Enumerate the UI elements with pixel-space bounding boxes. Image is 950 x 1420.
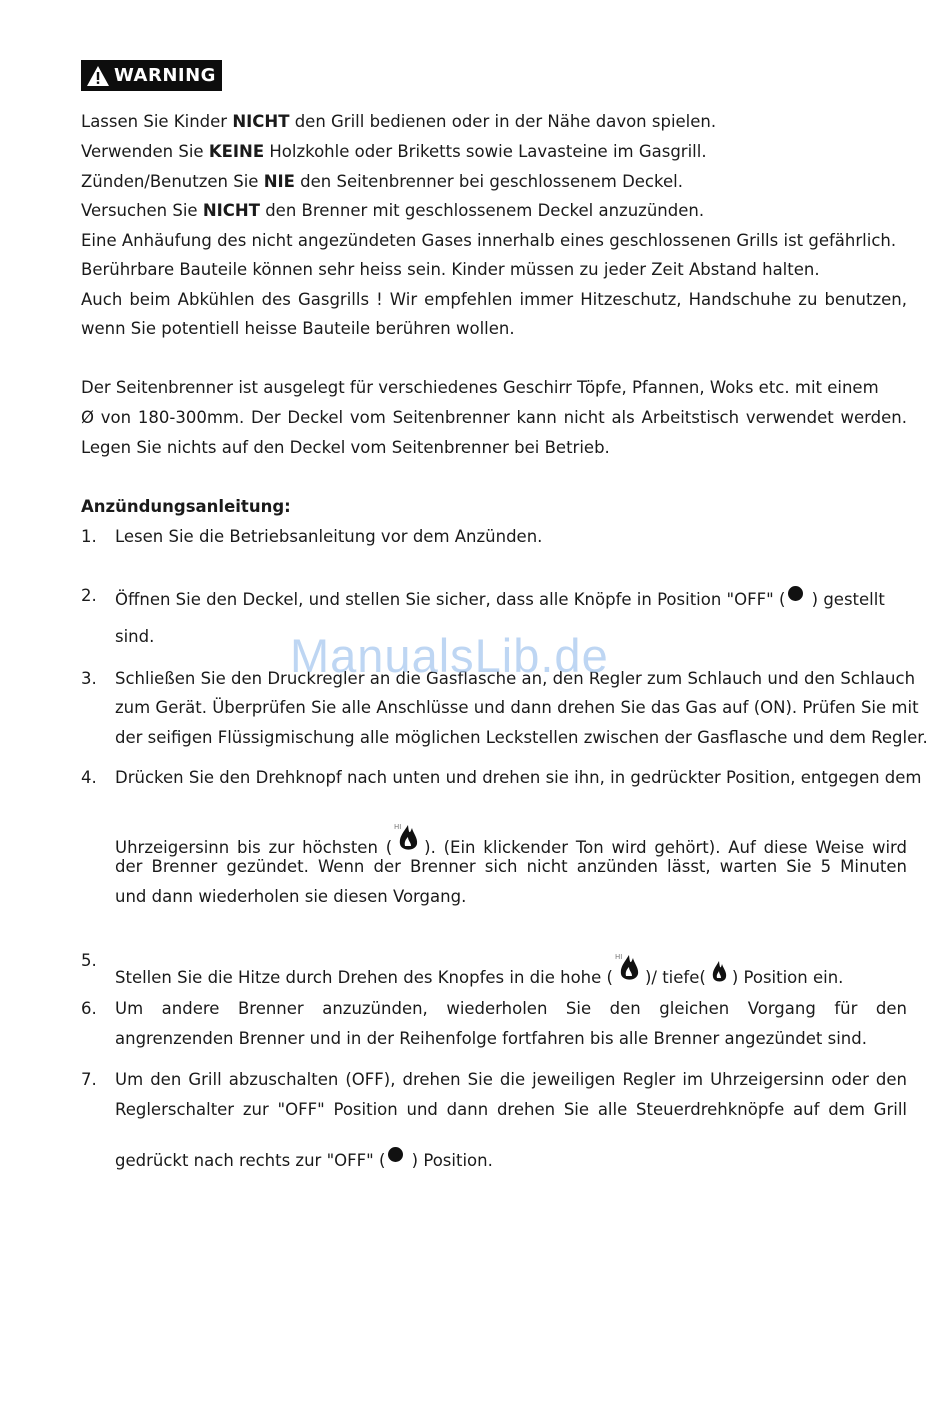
flame-low-icon [707,959,731,985]
warning-badge [81,60,222,91]
step-text-cont: sind. [115,627,155,646]
step-text: Um den Grill abzuschalten (OFF), drehen Sie die jeweiligen Regler im Uhrzeigersinn oder den [115,1070,907,1089]
off-dot-icon [388,1147,403,1162]
side-burner-line-2: Ø von 180-300mm. Der Deckel vom Seitenbrenner kann nicht als Arbeitstisch verwendet werden. [81,408,907,427]
step-text: und dann wiederholen sie diesen Vorgang. [115,887,467,906]
svg-text:HI: HI [614,953,623,961]
side-burner-line-1: Der Seitenbrenner ist ausgelegt für verschiedenes Geschirr Töpfe, Pfannen, Woks etc. mit einem [81,378,879,397]
step-text: angrenzenden Brenner und in der Reihenfolge fortfahren bis alle Brenner angezündet sind. [115,1029,867,1048]
off-dot-icon [788,586,803,601]
flame-high-icon [614,951,644,985]
step-text: Um andere Brenner anzuzünden, wiederholen Sie den gleichen Vorgang für den [115,999,907,1018]
step-text: Drücken Sie den Drehknopf nach unten und drehen sie ihn, in gedrückter Position, entgegen dem [115,768,922,787]
warning-line-3: Zünden/Benutzen Sie NIE den Seitenbrenner bei geschlossenem Deckel. [81,172,683,191]
warning-label: WARNING [114,65,216,86]
step-number: 6. [81,999,97,1018]
step-number: 2. [81,586,97,605]
step-text: Schließen Sie den Druckregler an die Gasflasche an, den Regler zum Schlauch und den Schlauch [115,669,916,688]
svg-text:HI: HI [394,823,402,831]
step-text: der Brenner gezündet. Wenn der Brenner sich nicht anzünden lässt, warten Sie 5 Minuten [115,857,907,876]
warning-line-4: Versuchen Sie NICHT den Brenner mit geschlossenem Deckel anzuzünden. [81,201,705,220]
hazard-line-3: Auch beim Abkühlen des Gasgrills ! Wir empfehlen immer Hitzeschutz, Handschuhe zu benutzen, [81,290,907,309]
step-text: Uhrzeigersinn bis zur höchsten ( HI ). (Ein klickender Ton wird gehört). Auf diese Weise wird [115,823,907,857]
step-number: 5. [81,951,97,970]
step-text: Öffnen Sie den Deckel, und stellen Sie sicher, dass alle Knöpfe in Position "OFF" ( ) gestellt [115,586,907,610]
instructions-heading: Anzündungsanleitung: [81,497,291,516]
hazard-line-1: Eine Anhäufung des nicht angezündeten Gases innerhalb eines geschlossenen Grills ist gefährlich. [81,231,897,250]
side-burner-line-3: Legen Sie nichts auf den Deckel vom Seitenbrenner bei Betrieb. [81,438,610,457]
warning-triangle-icon [86,65,110,87]
step-text: der seifigen Flüssigmischung alle möglichen Leckstellen zwischen der Gasflasche und dem Regler. [115,728,928,747]
flame-high-icon [393,821,423,855]
warning-line-1: Lassen Sie Kinder NICHT den Grill bedienen oder in der Nähe davon spielen. [81,112,717,131]
step-number: 7. [81,1070,97,1089]
step-number: 4. [81,768,97,787]
watermark: ManualsLib.de [290,629,609,682]
step-number: 3. [81,669,97,688]
step-text: gedrückt nach rechts zur "OFF" ( ) Position. [115,1147,907,1171]
hazard-line-4: wenn Sie potentiell heisse Bauteile berühren wollen. [81,319,515,338]
step-text: Reglerschalter zur "OFF" Position und dann drehen Sie alle Steuerdrehknöpfe auf dem Grill [115,1100,907,1119]
step-text: Stellen Sie die Hitze durch Drehen des Knopfes in die hohe ( HI )/ tiefe( ) Position ein. [115,953,844,987]
hazard-line-2: Berührbare Bauteile können sehr heiss sein. Kinder müssen zu jeder Zeit Abstand halten. [81,260,820,279]
step-text: Lesen Sie die Betriebsanleitung vor dem Anzünden. [115,527,543,546]
step-text: zum Gerät. Überprüfen Sie alle Anschlüsse und dann drehen Sie das Gas auf (ON). Prüfen Sie mit [115,698,919,717]
step-number: 1. [81,527,97,546]
warning-line-2: Verwenden Sie KEINE Holzkohle oder Briketts sowie Lavasteine im Gasgrill. [81,142,707,161]
